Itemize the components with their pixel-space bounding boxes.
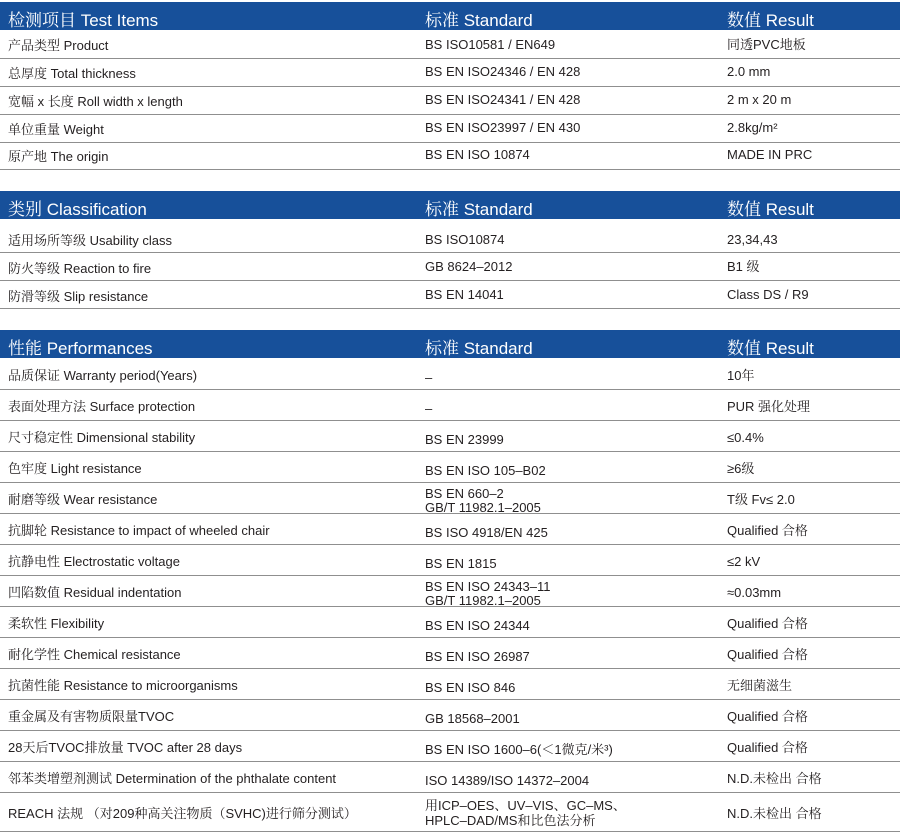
row-standard: BS ISO10581 / EN649 xyxy=(425,37,556,52)
row-result: 2 m x 20 m xyxy=(727,92,792,107)
row-result: MADE IN PRC xyxy=(727,147,813,162)
row-item: 耐化学性 Chemical resistance xyxy=(8,647,181,662)
table-row xyxy=(0,358,900,390)
row-item-reach xyxy=(8,807,357,821)
header-result: 数值 Result xyxy=(727,11,814,30)
row-standard: BS EN 1815 xyxy=(425,556,497,571)
table-row xyxy=(0,59,900,87)
row-standard: BS EN ISO 1600–6(＜1微克/米³) xyxy=(425,742,613,757)
row-result: Qualified 合格 xyxy=(727,523,808,538)
table-row xyxy=(0,390,900,421)
row-result: Qualified 合格 xyxy=(727,709,808,724)
row-standard: BS ISO10874 xyxy=(425,232,505,247)
header-item: 检测项目 Test Items xyxy=(8,11,159,30)
row-result: Qualified 合格 xyxy=(727,647,808,662)
table-row xyxy=(0,669,900,700)
header-standard: 标准 Standard xyxy=(425,11,533,30)
table-row xyxy=(0,607,900,638)
row-item: 防火等级 Reaction to fire xyxy=(8,261,152,276)
row-result: 2.0 mm xyxy=(727,64,771,79)
row-item: 凹陷数值 Residual indentation xyxy=(8,585,182,600)
row-standard-line2: HPLC–DAD/MS和比色法分析 xyxy=(425,813,596,828)
row-result: Qualified 合格 xyxy=(727,616,808,631)
row-standard: BS EN ISO24341 / EN 428 xyxy=(425,92,581,107)
row-standard: BS EN ISO 105–B02 xyxy=(425,463,546,478)
row-item: 原产地 The origin xyxy=(8,149,109,164)
table-row xyxy=(0,700,900,731)
row-item: 邻苯类增塑剂测试 Determination of the phthalate content xyxy=(8,771,337,786)
row-result: 同透PVC地板 xyxy=(727,37,806,52)
row-standard: BS EN ISO24346 / EN 428 xyxy=(425,64,581,79)
row-result: PUR 强化处理 xyxy=(727,399,811,414)
table-row xyxy=(0,793,900,832)
row-standard: BS EN ISO 24343–11 xyxy=(425,579,551,594)
table-row xyxy=(0,576,900,607)
table-row xyxy=(0,514,900,545)
row-result: 2.8kg/m² xyxy=(727,120,778,135)
test-items-header xyxy=(0,2,900,30)
row-standard: – xyxy=(425,370,433,385)
header-item: 性能 Performances xyxy=(8,339,153,358)
row-result: ≤2 kV xyxy=(727,554,761,569)
table-row xyxy=(0,452,900,483)
row-standard: BS EN 23999 xyxy=(425,432,504,447)
table-row xyxy=(0,219,900,253)
table-row xyxy=(0,143,900,170)
row-item: 柔软性 Flexibility xyxy=(8,616,105,631)
table-row xyxy=(0,253,900,281)
row-standard: BS EN 660–2 xyxy=(425,486,504,501)
row-item: 28天后TVOC排放量 TVOC after 28 days xyxy=(8,740,243,755)
row-item: 适用场所等级 Usability class xyxy=(8,233,172,248)
table-row xyxy=(0,115,900,143)
row-item: 表面处理方法 Surface protection xyxy=(8,399,196,414)
row-item: 产品类型 Product xyxy=(8,38,109,53)
row-standard-line2: GB/T 11982.1–2005 xyxy=(425,593,541,608)
row-item: 色牢度 Light resistance xyxy=(8,461,142,476)
table-row xyxy=(0,638,900,669)
row-result: N.D.未检出 合格 xyxy=(727,771,822,786)
row-result: 10年 xyxy=(727,368,755,383)
classification-header xyxy=(0,191,900,219)
header-standard: 标准 Standard xyxy=(425,339,533,358)
row-standard: BS EN ISO 10874 xyxy=(425,147,530,162)
table-row xyxy=(0,421,900,452)
row-result: 无细菌滋生 xyxy=(727,678,793,693)
row-standard: 用ICP–OES、UV–VIS、GC–MS、 xyxy=(425,798,626,813)
row-result: 23,34,43 xyxy=(727,232,778,247)
row-item: REACH 法规 xyxy=(8,806,84,821)
row-result: ≈0.03mm xyxy=(727,585,782,600)
header-result: 数值 Result xyxy=(727,339,814,358)
table-row xyxy=(0,545,900,576)
table-row xyxy=(0,281,900,309)
row-item: 品质保证 Warranty period(Years) xyxy=(8,368,198,383)
row-item: 尺寸稳定性 Dimensional stability xyxy=(8,430,196,445)
table-row xyxy=(0,87,900,115)
table-row xyxy=(0,731,900,762)
row-item: 总厚度 Total thickness xyxy=(8,66,136,81)
row-item: 防滑等级 Slip resistance xyxy=(8,289,149,304)
row-result: Class DS / R9 xyxy=(727,287,809,302)
row-item: 宽幅 x 长度 Roll width x length xyxy=(8,94,183,109)
row-standard: ISO 14389/ISO 14372–2004 xyxy=(425,773,590,788)
row-item: 耐磨等级 Wear resistance xyxy=(8,492,158,507)
row-result: ≥6级 xyxy=(727,461,755,476)
row-standard: BS EN 14041 xyxy=(425,287,504,302)
row-item: 抗菌性能 Resistance to microorganisms xyxy=(8,678,238,693)
row-standard-line2: GB/T 11982.1–2005 xyxy=(425,500,541,515)
row-result: B1 级 xyxy=(727,259,760,274)
row-result: T级 Fv≤ 2.0 xyxy=(727,492,795,507)
header-standard: 标准 Standard xyxy=(425,200,533,219)
row-standard: BS ISO 4918/EN 425 xyxy=(425,525,548,540)
row-standard: BS EN ISO 846 xyxy=(425,680,516,695)
row-result: N.D.未检出 合格 xyxy=(727,806,822,821)
row-standard: GB 18568–2001 xyxy=(425,711,520,726)
row-item: 重金属及有害物质限量TVOC xyxy=(8,709,175,724)
table-row xyxy=(0,483,900,514)
table-row xyxy=(0,30,900,59)
header-item: 类别 Classification xyxy=(8,200,147,219)
row-standard: BS EN ISO 24344 xyxy=(425,618,530,633)
row-standard: BS EN ISO 26987 xyxy=(425,649,530,664)
row-item: 抗脚轮 Resistance to impact of wheeled chair xyxy=(8,523,270,538)
row-item: 抗静电性 Electrostatic voltage xyxy=(8,554,180,569)
header-result: 数值 Result xyxy=(727,200,814,219)
table-row xyxy=(0,762,900,793)
row-result: Qualified 合格 xyxy=(727,740,808,755)
row-result: ≤0.4% xyxy=(727,430,764,445)
row-standard: – xyxy=(425,401,433,416)
row-standard: GB 8624–2012 xyxy=(425,259,513,274)
performances-header xyxy=(0,330,900,358)
row-item: 单位重量 Weight xyxy=(8,122,104,137)
row-item-note: （对209种高关注物质（SVHC)进行筛分测试） xyxy=(86,806,357,821)
row-standard: BS EN ISO23997 / EN 430 xyxy=(425,120,581,135)
